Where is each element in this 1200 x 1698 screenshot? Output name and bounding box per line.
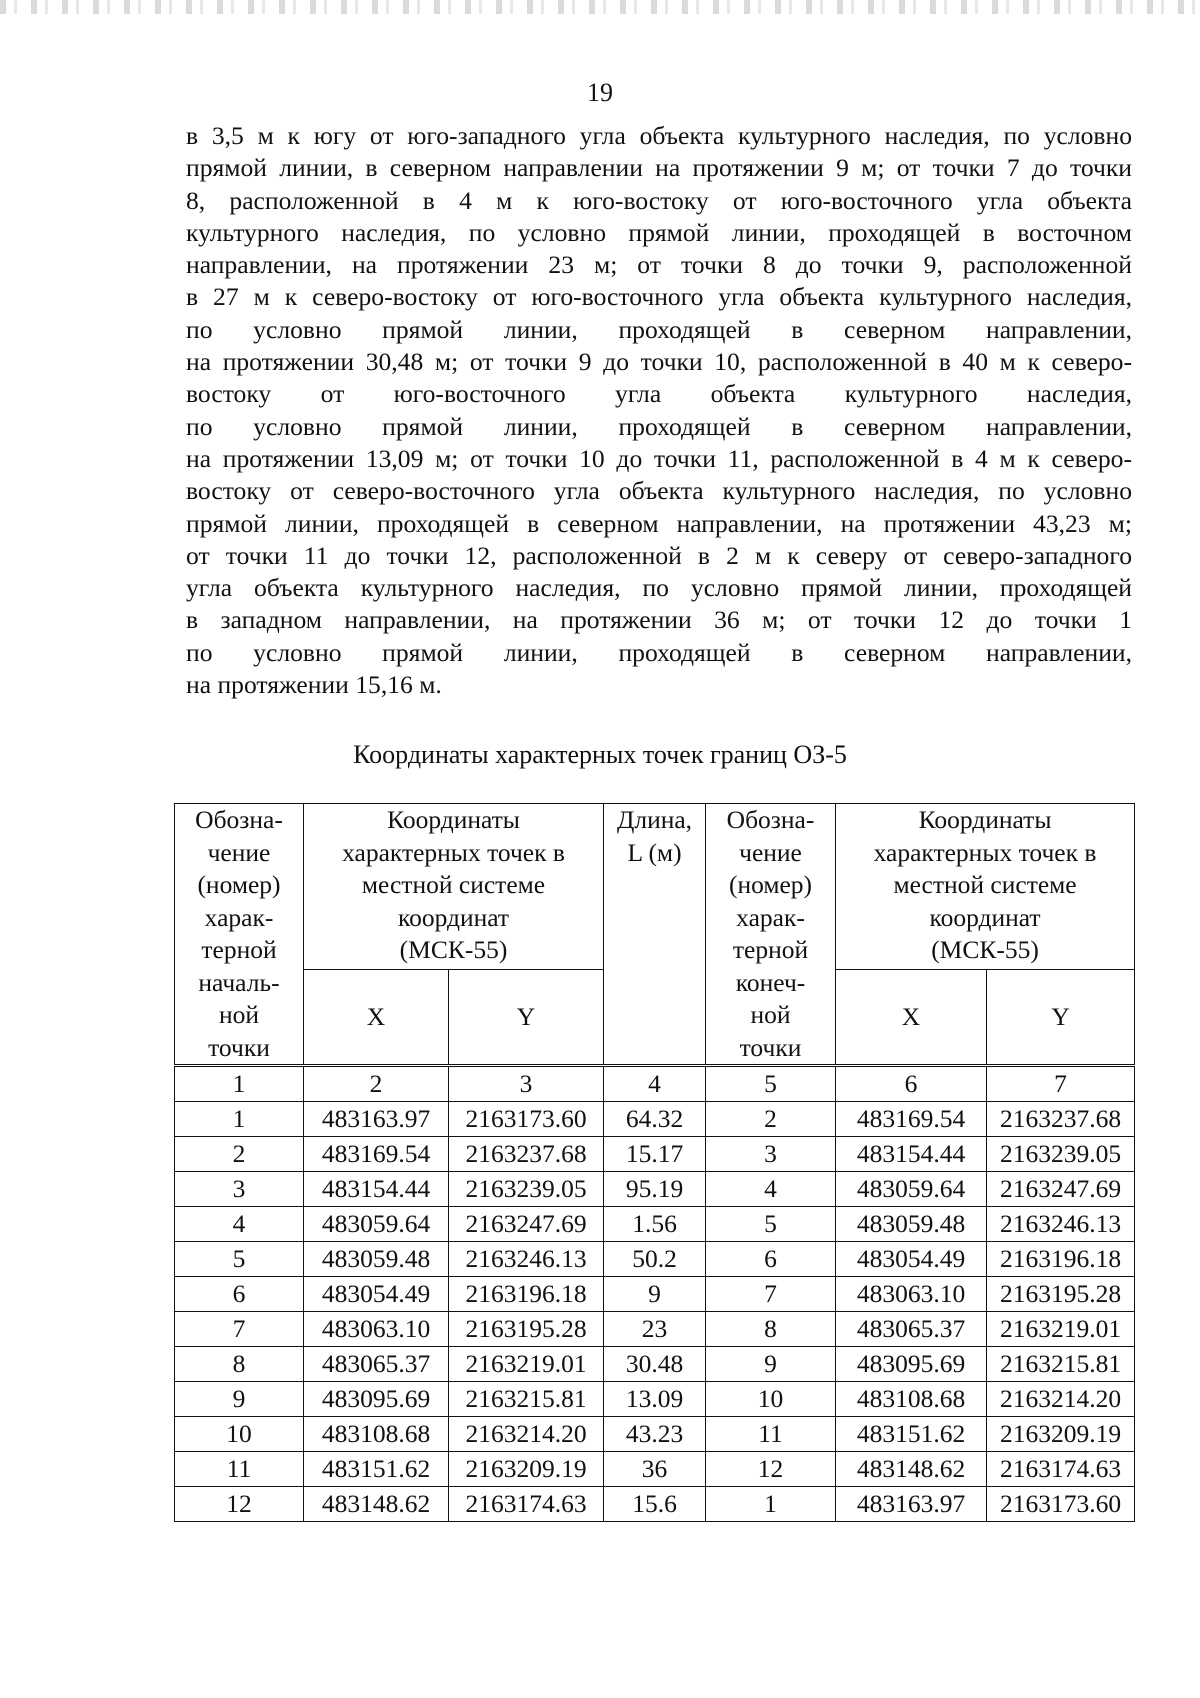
length-value: 13.09 xyxy=(604,1382,706,1417)
length-value: 23 xyxy=(604,1312,706,1347)
end-y: 2163215.81 xyxy=(987,1347,1135,1382)
header-end-point-line: Обозна- xyxy=(726,805,815,834)
header-end-point-line: чение xyxy=(739,837,802,867)
table-row xyxy=(175,1242,1135,1277)
start-y: 2163215.81 xyxy=(449,1382,604,1417)
start-point-number: 2 xyxy=(175,1137,304,1172)
header-end-point-line: ной xyxy=(750,1000,791,1029)
start-y: 2163209.19 xyxy=(449,1452,604,1487)
end-y: 2163246.13 xyxy=(987,1207,1135,1242)
body-line: по условно прямой линии, проходящей в северном направлении, xyxy=(186,637,1132,667)
header-coords-start-line: местной системе xyxy=(361,870,546,899)
header-coords-start-line: Координаты xyxy=(387,805,520,834)
table-body xyxy=(175,1066,1135,1522)
body-line: по условно прямой линии, проходящей в северном направлении, xyxy=(186,411,1132,441)
header-x-start: X xyxy=(304,970,449,1066)
start-point-number: 12 xyxy=(175,1487,304,1522)
header-end-point xyxy=(706,804,836,1066)
header-coords-start xyxy=(304,804,604,970)
start-x: 483108.68 xyxy=(304,1417,449,1452)
end-x: 483154.44 xyxy=(836,1137,987,1172)
start-point-number: 6 xyxy=(175,1277,304,1312)
table-row xyxy=(175,1487,1135,1522)
coordinates-table xyxy=(174,803,1135,1522)
table-caption: Координаты характерных точек границ ОЗ-5 xyxy=(353,740,847,769)
table-row xyxy=(175,1312,1135,1347)
end-point-number: 6 xyxy=(706,1242,836,1277)
start-y: 2163219.01 xyxy=(449,1347,604,1382)
start-y: 2163174.63 xyxy=(449,1487,604,1522)
length-value: 15.6 xyxy=(604,1487,706,1522)
header-y-end: Y xyxy=(987,970,1135,1066)
header-length-line: L (м) xyxy=(627,837,682,867)
end-y: 2163196.18 xyxy=(987,1242,1135,1277)
end-y: 2163173.60 xyxy=(987,1487,1135,1522)
body-line: в 27 м к северо-востоку от юго-восточного угла объекта культурного наследия, xyxy=(186,282,1132,312)
end-point-number: 1 xyxy=(706,1487,836,1522)
end-point-number: 11 xyxy=(706,1417,836,1452)
table-row xyxy=(175,1417,1135,1452)
length-value: 1.56 xyxy=(604,1207,706,1242)
start-y: 2163173.60 xyxy=(449,1102,604,1137)
end-point-number: 3 xyxy=(706,1137,836,1172)
body-line: прямой линии, проходящей в северном направлении, на протяжении 43,23 м; xyxy=(186,508,1132,538)
header-start-point-line: (номер) xyxy=(197,870,281,899)
length-value: 64.32 xyxy=(604,1102,706,1137)
column-number-row xyxy=(175,1066,1135,1102)
header-end-point-line: харак- xyxy=(736,902,805,932)
column-number: 2 xyxy=(304,1066,449,1102)
header-x-end: X xyxy=(836,970,987,1066)
end-x: 483169.54 xyxy=(836,1102,987,1137)
header-start-point-line: харак- xyxy=(204,902,274,932)
length-value: 50.2 xyxy=(604,1242,706,1277)
body-line: на протяжении 30,48 м; от точки 9 до точки 10, расположенной в 40 м к северо- xyxy=(186,347,1132,377)
body-line: в 3,5 м к югу от юго-западного угла объекта культурного наследия, по условно xyxy=(186,121,1132,150)
table-row xyxy=(175,1382,1135,1417)
header-start-point-line: терной xyxy=(201,935,277,964)
column-number: 7 xyxy=(987,1066,1135,1102)
end-x: 483063.10 xyxy=(836,1277,987,1312)
length-value: 9 xyxy=(604,1277,706,1312)
body-line: от точки 11 до точки 12, расположенной в 2 м к северу от северо-западного xyxy=(186,540,1132,570)
start-y: 2163246.13 xyxy=(449,1242,604,1277)
header-start-point-line: началь- xyxy=(198,967,280,997)
body-line: направлении, на протяжении 23 м; от точки 8 до точки 9, расположенной xyxy=(186,250,1132,280)
header-length xyxy=(604,804,706,1066)
table-row xyxy=(175,1172,1135,1207)
start-x: 483169.54 xyxy=(304,1137,449,1172)
table-row xyxy=(175,1347,1135,1382)
header-start-point xyxy=(175,804,304,1066)
start-point-number: 1 xyxy=(175,1102,304,1137)
page-number: 19 xyxy=(587,78,613,107)
end-x: 483054.49 xyxy=(836,1242,987,1277)
end-x: 483059.48 xyxy=(836,1207,987,1242)
end-x: 483163.97 xyxy=(836,1487,987,1522)
end-x: 483065.37 xyxy=(836,1312,987,1347)
body-line: востоку от юго-восточного угла объекта культурного наследия, xyxy=(186,379,1132,409)
header-start-point-line: Обозна- xyxy=(195,805,283,834)
header-coords-start-line: координат xyxy=(397,902,510,932)
header-end-point-line: точки xyxy=(739,1032,802,1062)
length-value: 30.48 xyxy=(604,1347,706,1382)
column-number: 5 xyxy=(706,1066,836,1102)
body-line: прямой линии, в северном направлении на протяжении 9 м; от точки 7 до точки xyxy=(186,153,1132,183)
start-x: 483063.10 xyxy=(304,1312,449,1347)
end-point-number: 12 xyxy=(706,1452,836,1487)
header-coords-end-line: координат xyxy=(929,902,1041,932)
header-end-point-line: терной xyxy=(732,935,809,964)
start-point-number: 9 xyxy=(175,1382,304,1417)
start-y: 2163214.20 xyxy=(449,1417,604,1452)
body-line: на протяжении 13,09 м; от точки 10 до точки 11, расположенной в 4 м к северо- xyxy=(186,443,1132,473)
table-row xyxy=(175,1277,1135,1312)
start-x: 483148.62 xyxy=(304,1487,449,1522)
header-start-point-line: ной xyxy=(218,1000,260,1029)
start-x: 483163.97 xyxy=(304,1102,449,1137)
start-x: 483151.62 xyxy=(304,1452,449,1487)
body-text xyxy=(186,120,1132,701)
header-end-point-line: (номер) xyxy=(728,870,813,899)
header-coords-end-line: (МСК-55) xyxy=(931,935,1039,964)
length-value: 43.23 xyxy=(604,1417,706,1452)
start-point-number: 8 xyxy=(175,1347,304,1382)
body-line: востоку от северо-восточного угла объекта культурного наследия, по условно xyxy=(186,476,1132,506)
start-x: 483154.44 xyxy=(304,1172,449,1207)
start-point-number: 3 xyxy=(175,1172,304,1207)
start-x: 483065.37 xyxy=(304,1347,449,1382)
end-y: 2163174.63 xyxy=(987,1452,1135,1487)
body-line: в западном направлении, на протяжении 36 м; от точки 12 до точки 1 xyxy=(186,605,1132,635)
end-x: 483148.62 xyxy=(836,1452,987,1487)
length-value: 36 xyxy=(604,1452,706,1487)
start-point-number: 7 xyxy=(175,1312,304,1347)
end-point-number: 8 xyxy=(706,1312,836,1347)
start-point-number: 5 xyxy=(175,1242,304,1277)
header-coords-end-line: Координаты xyxy=(918,805,1052,834)
start-point-number: 4 xyxy=(175,1207,304,1242)
end-x: 483108.68 xyxy=(836,1382,987,1417)
header-start-point-line: точки xyxy=(208,1032,270,1062)
start-y: 2163247.69 xyxy=(449,1207,604,1242)
header-coords-end-line: местной системе xyxy=(893,870,1077,899)
start-y: 2163195.28 xyxy=(449,1312,604,1347)
end-y: 2163247.69 xyxy=(987,1172,1135,1207)
column-number: 4 xyxy=(604,1066,706,1102)
start-x: 483054.49 xyxy=(304,1277,449,1312)
header-length-line: Длина, xyxy=(616,805,693,834)
column-number: 1 xyxy=(175,1066,304,1102)
scan-edge-artifact xyxy=(0,0,1200,14)
start-point-number: 10 xyxy=(175,1417,304,1452)
header-coords-start-line: характерных точек в xyxy=(342,837,565,867)
start-y: 2163239.05 xyxy=(449,1172,604,1207)
length-value: 15.17 xyxy=(604,1137,706,1172)
table-row xyxy=(175,1137,1135,1172)
end-x: 483059.64 xyxy=(836,1172,987,1207)
start-y: 2163237.68 xyxy=(449,1137,604,1172)
header-end-point-line: конеч- xyxy=(735,967,806,997)
header-y-start: Y xyxy=(449,970,604,1066)
end-point-number: 4 xyxy=(706,1172,836,1207)
header-start-point-line: чение xyxy=(207,837,271,867)
table-row xyxy=(175,1452,1135,1487)
end-point-number: 10 xyxy=(706,1382,836,1417)
length-value: 95.19 xyxy=(604,1172,706,1207)
end-point-number: 2 xyxy=(706,1102,836,1137)
end-y: 2163214.20 xyxy=(987,1382,1135,1417)
column-number: 6 xyxy=(836,1066,987,1102)
table-row xyxy=(175,1207,1135,1242)
body-line: на протяжении 15,16 м. xyxy=(186,670,442,700)
end-point-number: 7 xyxy=(706,1277,836,1312)
end-y: 2163237.68 xyxy=(987,1102,1135,1137)
header-coords-start-line: (МСК-55) xyxy=(399,935,508,964)
end-y: 2163209.19 xyxy=(987,1417,1135,1452)
end-point-number: 5 xyxy=(706,1207,836,1242)
body-line: 8, расположенной в 4 м к юго-востоку от юго-восточного угла объекта xyxy=(186,185,1132,215)
body-line: угла объекта культурного наследия, по условно прямой линии, проходящей xyxy=(186,573,1132,603)
start-point-number: 11 xyxy=(175,1452,304,1487)
start-x: 483059.48 xyxy=(304,1242,449,1277)
header-coords-end xyxy=(836,804,1135,970)
body-line: культурного наследия, по условно прямой линии, проходящей в восточном xyxy=(186,217,1132,247)
body-line: по условно прямой линии, проходящей в северном направлении, xyxy=(186,314,1132,344)
start-y: 2163196.18 xyxy=(449,1277,604,1312)
end-y: 2163239.05 xyxy=(987,1137,1135,1172)
table-row xyxy=(175,1102,1135,1137)
header-coords-end-line: характерных точек в xyxy=(873,837,1097,867)
end-y: 2163195.28 xyxy=(987,1277,1135,1312)
end-point-number: 9 xyxy=(706,1347,836,1382)
end-x: 483095.69 xyxy=(836,1347,987,1382)
start-x: 483059.64 xyxy=(304,1207,449,1242)
column-number: 3 xyxy=(449,1066,604,1102)
end-y: 2163219.01 xyxy=(987,1312,1135,1347)
start-x: 483095.69 xyxy=(304,1382,449,1417)
end-x: 483151.62 xyxy=(836,1417,987,1452)
